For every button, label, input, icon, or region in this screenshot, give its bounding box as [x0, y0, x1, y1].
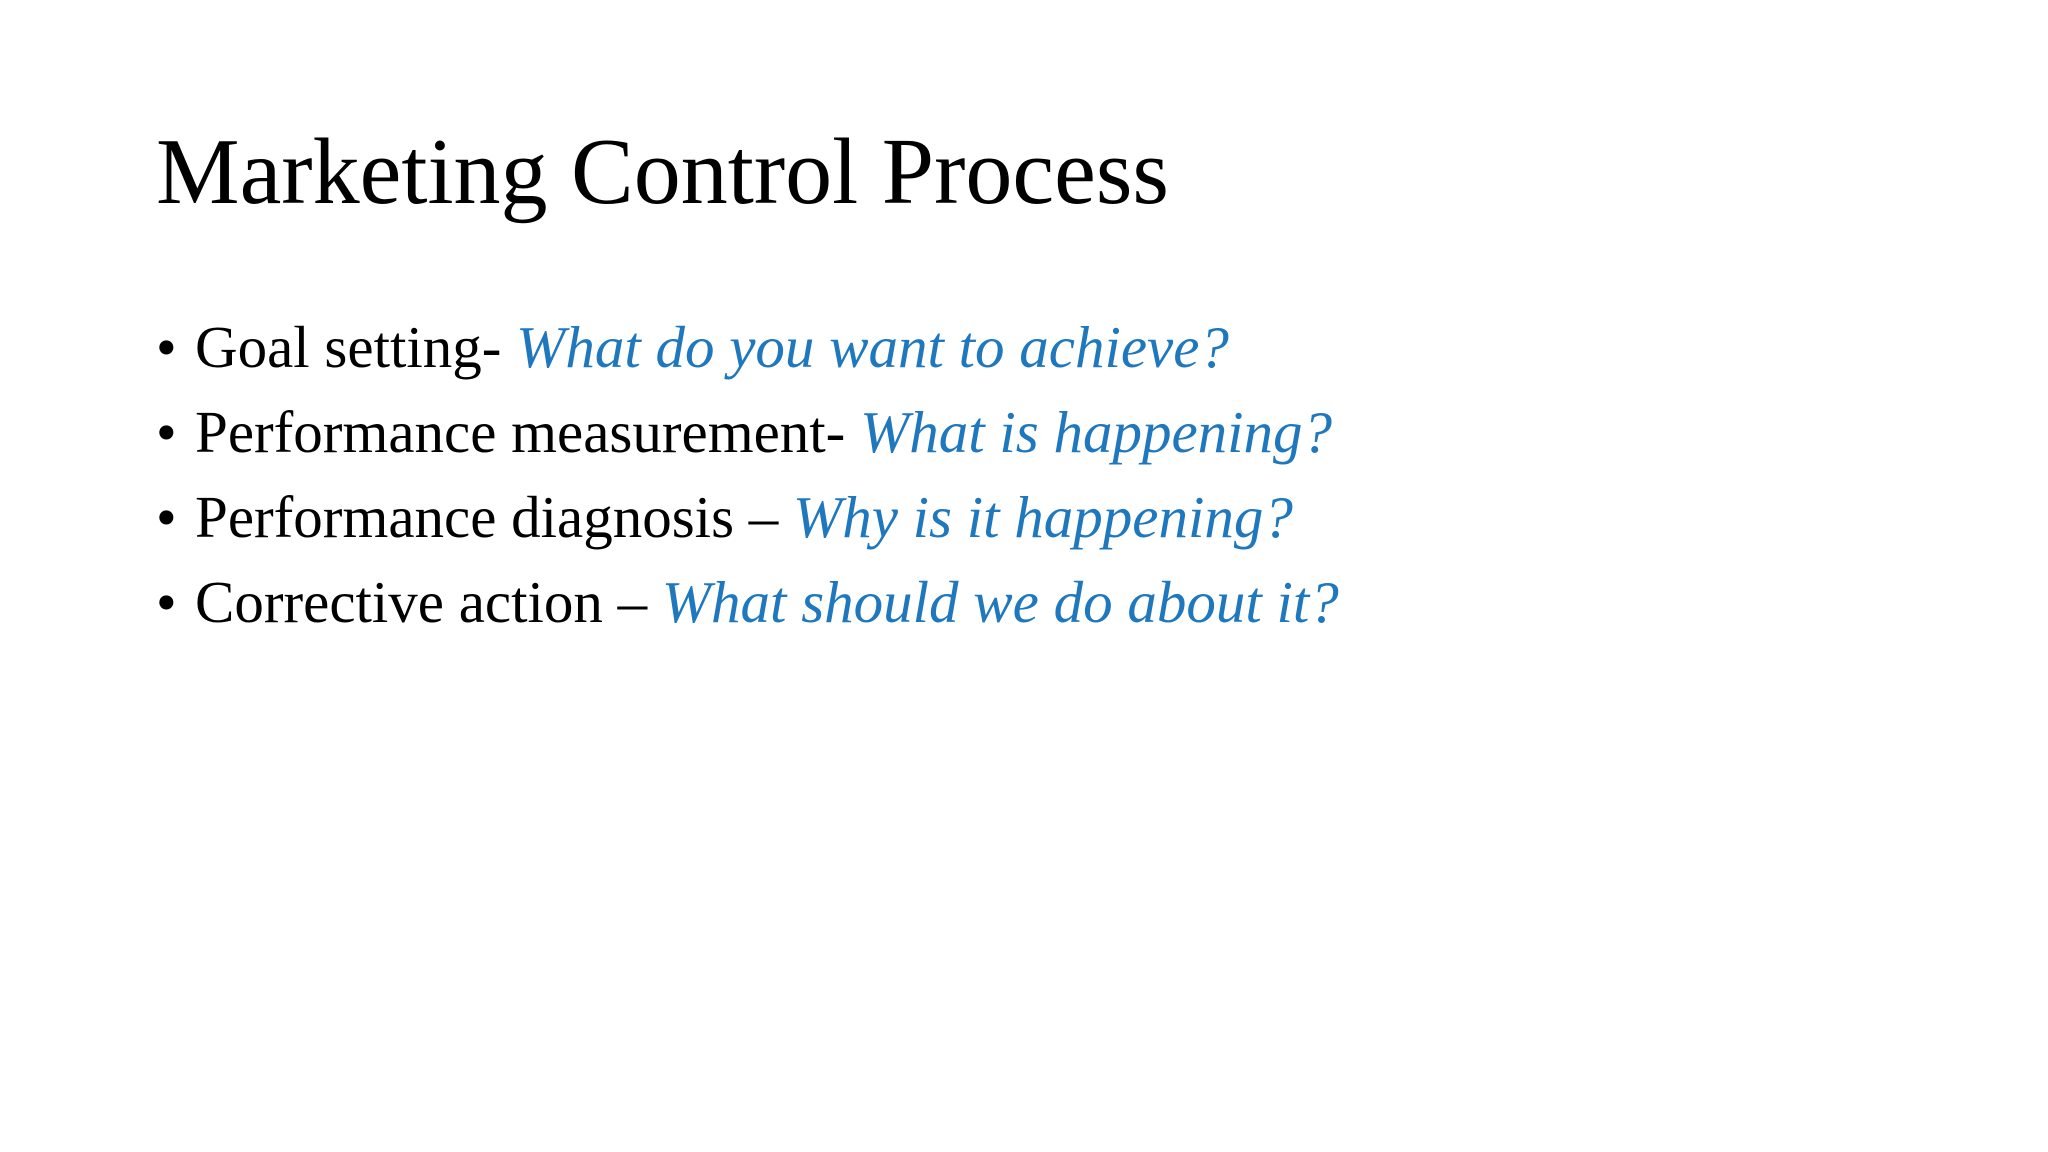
- bullet-item-performance-measurement: [156, 390, 1339, 475]
- bullet-dot-icon: •: [156, 399, 177, 465]
- bullet-dot-icon: •: [156, 484, 177, 550]
- bullet-term: Corrective action –: [195, 569, 662, 635]
- bullet-dot-icon: •: [156, 314, 177, 380]
- bullet-question: What should we do about it?: [661, 569, 1339, 635]
- bullet-term: Performance measurement-: [195, 399, 861, 465]
- bullet-term: Performance diagnosis –: [195, 484, 794, 550]
- bullet-dot-icon: •: [156, 569, 177, 635]
- bullet-question: Why is it happening?: [793, 484, 1293, 550]
- bullet-question: What is happening?: [860, 399, 1333, 465]
- bullet-list: [156, 305, 1339, 645]
- slide-title: Marketing Control Process: [156, 120, 1169, 224]
- bullet-item-goal-setting: [156, 305, 1339, 390]
- bullet-term: Goal setting-: [195, 314, 517, 380]
- bullet-question: What do you want to achieve?: [516, 314, 1229, 380]
- bullet-item-performance-diagnosis: [156, 475, 1339, 560]
- bullet-item-corrective-action: [156, 560, 1339, 645]
